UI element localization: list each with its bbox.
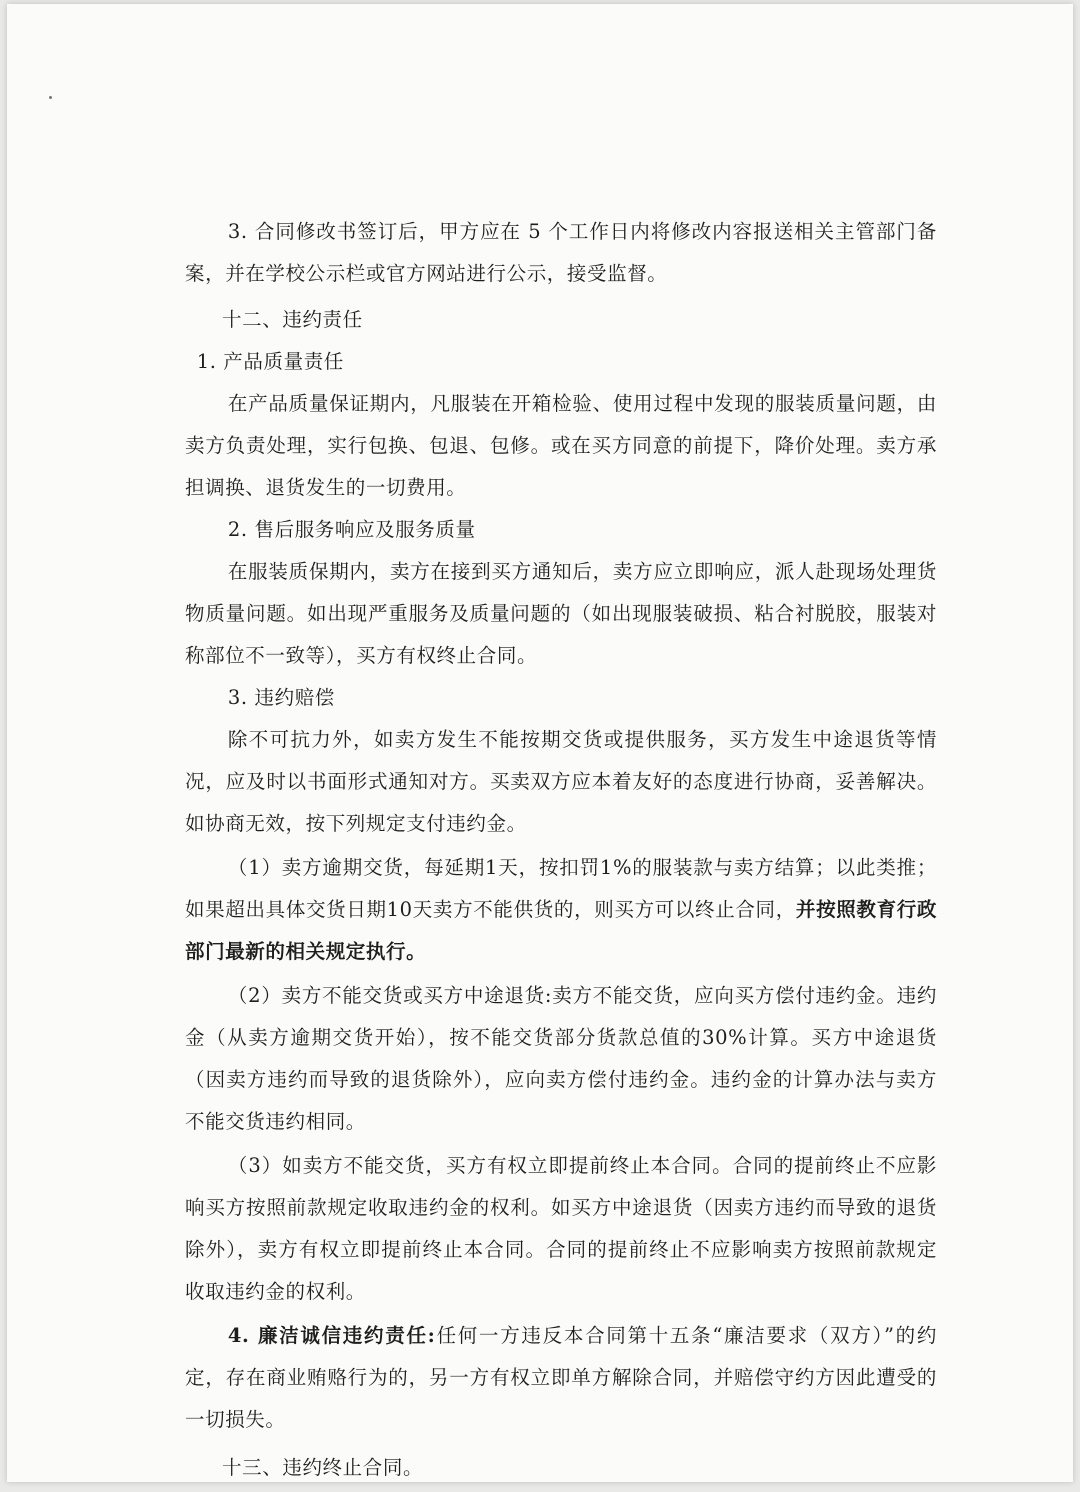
penalty-item-1-bold-text: 并按照教育行政部门最新的相关规定执行。 [185, 898, 938, 963]
section-13-title: 十三、违约终止合同。 [222, 1456, 424, 1479]
document-body [185, 211, 937, 1482]
scan-speck [49, 96, 52, 99]
subsection-1-body: 在产品质量保证期内，凡服装在开箱检验、使用过程中发现的服装质量问题，由卖方负责处理，实行包换、包退、包修。或在买方同意的前提下，降价处理。卖方承担调换、退货发生的一切费用。 [185, 392, 937, 499]
subsection-4-body: 任何一方违反本合同第十五条“廉洁要求（双方）”的约定，存在商业贿赂行为的，另一方有权立即单方解除合同，并赔偿守约方因此遭受的一切损失。 [185, 1324, 937, 1431]
subsection-1-title: 1. 产品质量责任 [196, 350, 344, 373]
penalty-item-2: （2）卖方不能交货或买方中途退货:卖方不能交货，应向买方偿付违约金。违约金（从卖方逾期交货开始），按不能交货部分货款总值的30%计算。买方中途退货（因卖方违约而导致的退货除外），应向卖方偿付违约金。违约金的计算办法与卖方不能交货违约相同。 [185, 984, 937, 1133]
subsection-4-title: 4. 廉洁诚信违约责任: [227, 1324, 436, 1347]
clause-3-paragraph: 3. 合同修改书签订后，甲方应在 5 个工作日内将修改内容报送相关主管部门备案，并在学校公示栏或官方网站进行公示，接受监督。 [185, 220, 937, 285]
subsection-4-paragraph [185, 1315, 937, 1441]
penalty-item-1 [185, 847, 937, 973]
document-page [7, 4, 1073, 1482]
subsection-2-body: 在服装质保期内，卖方在接到买方通知后，卖方应立即响应，派人赴现场处理货物质量问题。如出现严重服务及质量问题的（如出现服装破损、粘合衬脱胶，服装对称部位不一致等），买方有权终止合同。 [185, 560, 937, 667]
penalty-item-3: （3）如卖方不能交货，买方有权立即提前终止本合同。合同的提前终止不应影响买方按照前款规定收取违约金的权利。如买方中途退货（因卖方违约而导致的退货除外），卖方有权立即提前终止本合同。合同的提前终止不应影响卖方按照前款规定收取违约金的权利。 [185, 1154, 937, 1303]
subsection-2-title: 2. 售后服务响应及服务质量 [227, 518, 476, 541]
penalty-item-1-text: （1）卖方逾期交货，每延期1天，按扣罚1%的服装款与卖方结算；以此类推；如果超出具体交货日期10天卖方不能供货的，则买方可以终止合同， [185, 856, 937, 921]
subsection-3-body: 除不可抗力外，如卖方发生不能按期交货或提供服务，买方发生中途退货等情况，应及时以书面形式通知对方。买卖双方应本着友好的态度进行协商，妥善解决。如协商无效，按下列规定支付违约金。 [185, 728, 937, 835]
section-12-title: 十二、违约责任 [222, 308, 363, 331]
subsection-3-title: 3. 违约赔偿 [227, 686, 335, 709]
